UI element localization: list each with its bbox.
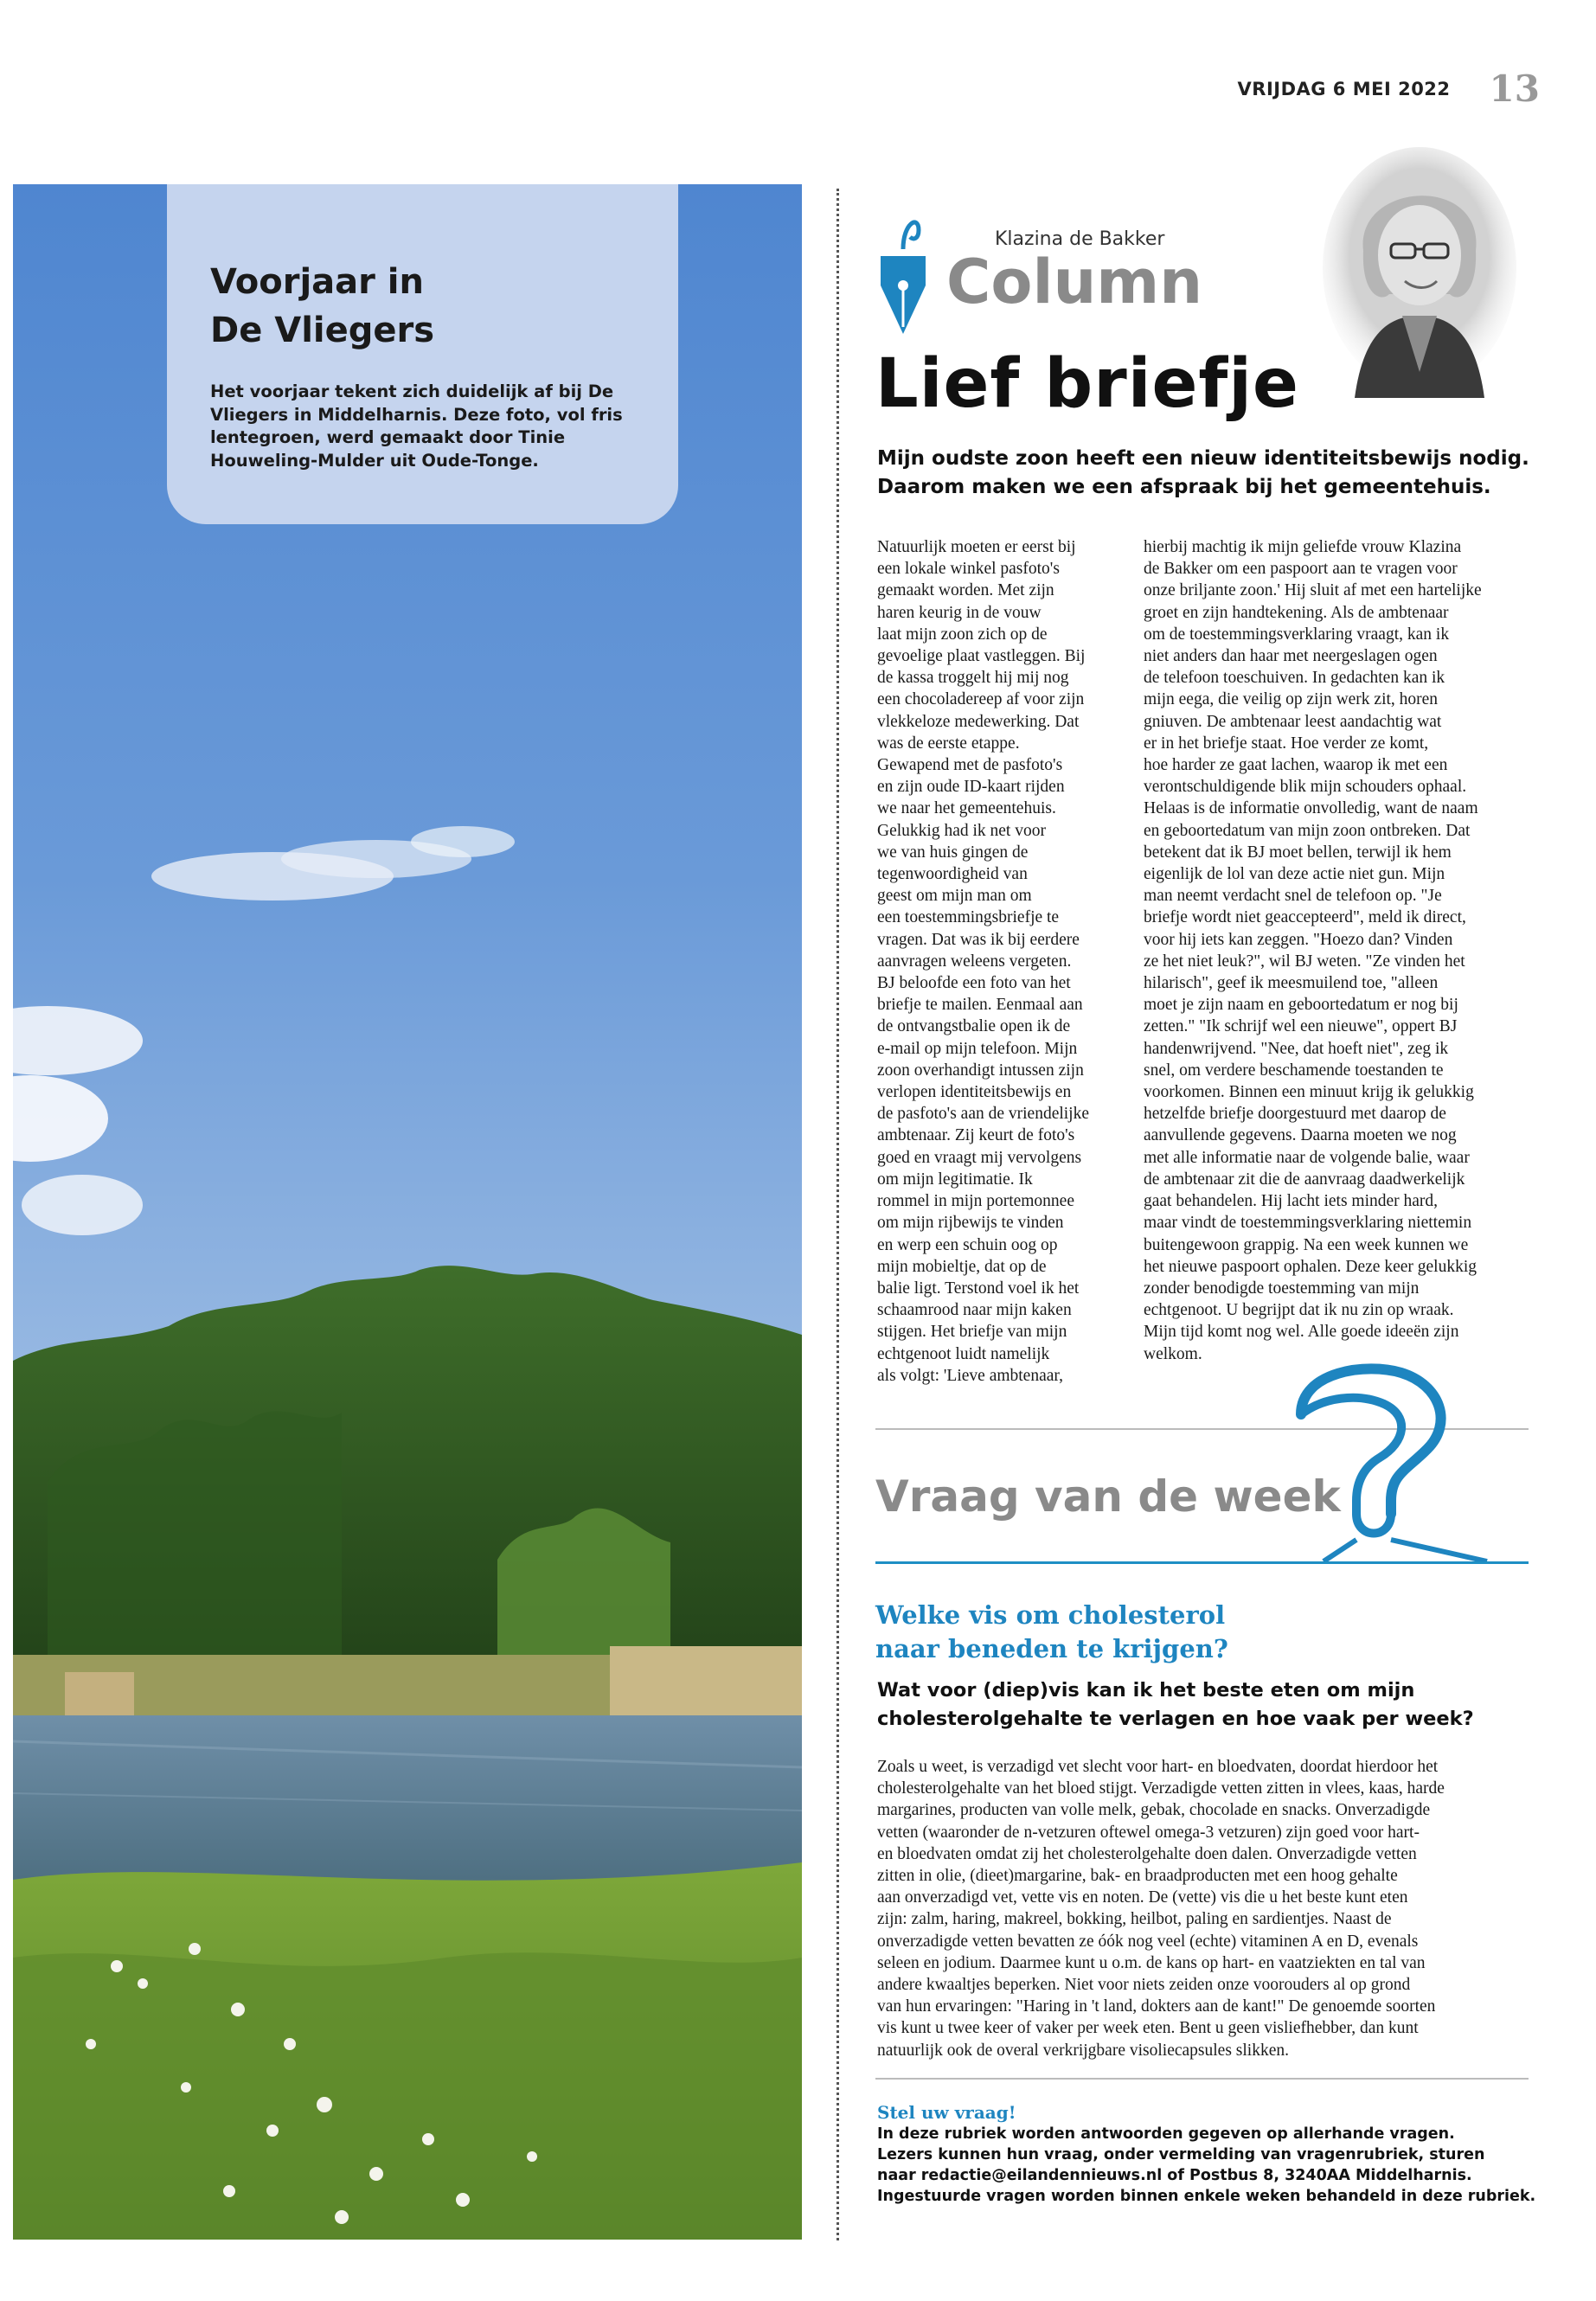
stel-uw-vraag-title: Stel uw vraag! <box>877 2102 1016 2123</box>
column-kicker: Column <box>946 247 1203 317</box>
photo-caption-box <box>167 184 678 524</box>
answer-body: Zoals u weet, is verzadigd vet slecht voor hart- en bloedvaten, doordat hierdoor het cholesterolgehalte van het bloed stijgt. Verzadigde vetten zitten in vlees, kaas, harde margarines, producten van volle melk, gebak, chocolade en snacks. Onverzadigde vetten (waaronder de n-vetzuren oftewel omega-3 vetzuren) zijn goed voor hart- en bloedvaten omdat zij het cholesterolgehalte doen dalen. Onverzadigde vetten zitten in olie, (dieet)margarine, bak- en braadproducten met een hoog gehalte aan onverzadigd vet, vette vis en noten. De (vette) vis die u het beste kunt eten zijn: zalm, haring, makreel, bokking, heilbot, paling en sardientjes. Naast de onverzadigde vetten bevatten ze óók nog veel (echte) vitaminen A en D, evenals seleen en jodium. Daarmee kunt u o.m. de kans op hart- en vaatziekten en tal van andere kwaaltjes beperken. Niet voor niets zeiden onze voorouders al op grond van hun ervaringen: "Haring in 't land, dokters aan de kant!" De genoemde soorten vis kunt u twee keer of vaker per week eten. Bent u geen visliefhebber, dan kunt natuurlijk ook de overal verkrijgbare visoliecapsules slikken. <box>877 1758 1445 2060</box>
vraag-rule-bottom <box>875 1561 1529 1564</box>
page-number: 13 <box>1489 67 1540 110</box>
author-portrait <box>1320 147 1519 398</box>
issue-date: VRIJDAG 6 MEI 2022 <box>1237 78 1451 99</box>
question-subtitle: Wat voor (diep)vis kan ik het beste eten om mijn cholesterolgehalte te verlagen en hoe vaak per week? <box>877 1679 1474 1730</box>
question-title: Welke vis om cholesterol naar beneden te krijgen? <box>875 1600 1228 1663</box>
page-header <box>1238 67 1540 110</box>
photo-caption-text: Het voorjaar tekent zich duidelijk af bij De Vliegers in Middelharnis. Deze foto, vol fris lentegroen, werd gemaakt door Tinie Houweling-Mulder uit Oude-Tonge. <box>210 381 623 471</box>
question-mark-icon <box>1289 1362 1488 1563</box>
column-author: Klazina de Bakker <box>995 228 1165 250</box>
column-body-col1: Natuurlijk moeten er eerst bij een lokale winkel pasfoto's gemaakt worden. Met zijn haren keurig in de vouw laat mijn zoon zich op de gevoelige plaat vastleggen. Bij de kassa troggelt hij mij nog een chocoladereep af voor zijn vlekkeloze medewerking. Dat was de eerste etappe. Gewapend met de pasfoto's en zijn oude ID-kaart rijden we naar het gemeentehuis. Gelukkig had ik net voor we van huis gingen de tegenwoordigheid van geest om mijn man om een toestemmingsbriefje te vragen. Dat was ik bij eerdere aanvragen weleens vergeten. BJ beloofde een foto van het briefje te mailen. Eenmaal aan de ontvangstbalie open ik de e-mail op mijn telefoon. Mijn zoon overhandigt intussen zijn verlopen identiteitsbewijs en de pasfoto's aan de vriendelijke ambtenaar. Zij keurt de foto's goed en vraagt mij vervolgens om mijn legitimatie. Ik rommel in mijn portemonnee om mijn rijbewijs te vinden en werp een schuin oog op mijn mobieltje, dat op de balie ligt. Terstond voel ik het schaamrood naar mijn kaken stijgen. Het briefje van mijn echtgenoot luidt namelijk als volgt: 'Lieve ambtenaar, <box>877 538 1090 1385</box>
column-body-col2: hierbij machtig ik mijn geliefde vrouw Klazina de Bakker om een paspoort aan te vragen voor onze briljante zoon.' Hij sluit af met een hartelijke groet en zijn handtekening. Als de ambtenaar om de toestemmingsverklaring vraagt, kan ik niet anders dan haar met neergeslagen ogen de telefoon toeschuiven. In gedachten kan ik mijn eega, die veilig op zijn werk zit, horen gniuven. De ambtenaar leest aandachtig wat er in het briefje staat. Hoe verder ze komt, hoe harder ze gaat lachen, waarop ik met een verontschuldigende blik mijn schouders ophaal. Helaas is de informatie onvolledig, want de naam en geboortedatum van mijn zoon ontbreken. Dat betekent dat ik BJ moet bellen, terwijl ik hem eigenlijk de lol van deze actie niet gun. Mijn man neemt verdacht snel de telefoon op. "Je briefje wordt niet geaccepteerd", meld ik direct, voor hij iets kan zeggen. "Hoezo dan? Vinden ze het niet leuk?", wil BJ weten. "Ze vinden het hilarisch", geef ik meesmuilend toe, "alleen moet je zijn naam en geboortedatum er nog bij zetten." "Ik schrijf wel een nieuwe", oppert BJ handenwrijvend. "Nee, dat hoeft niet", zeg ik snel, om verdere beschamende toestanden te voorkomen. Binnen een minuut krijg ik gelukkig hetzelfde briefje doorgestuurd met daarop de aanvullende gegevens. Daarna moeten we nog met alle informatie naar de volgende balie, waar de ambtenaar zit die de aanvraag daadwerkelijk gaat behandelen. Hij lacht iets minder hard, maar vindt de toestemmingsverklaring niettemin buitengewoon grappig. Na een week kunnen we het nieuwe paspoort ophalen. Deze keer gelukkig zonder benodigde toestemming van mijn echtgenoot. U begrijpt dat ik nu zin op wraak. Mijn tijd komt nog wel. Alle goede ideeën zijn welkom. <box>1144 538 1482 1363</box>
photo-caption-title: Voorjaar in De Vliegers <box>210 262 435 350</box>
vraag-heading: Vraag van de week <box>875 1471 1341 1522</box>
column-divider <box>836 189 839 2240</box>
fountain-pen-mouse-icon <box>875 206 931 336</box>
vraag-rule-end <box>875 2078 1529 2080</box>
stel-uw-vraag-text: In deze rubriek worden antwoorden gegeven op allerhande vragen. Lezers kunnen hun vraag, onder vermelding van vragenrubriek, sturen naar redactie@eilandennieuws.nl of Postbus 8, 3240AA Middelharnis. Ingestuurde vragen worden binnen enkele weken behandeld in deze rubriek. <box>877 2125 1536 2206</box>
column-intro: Mijn oudste zoon heeft een nieuw identiteitsbewijs nodig. Daarom maken we een afspraak bij het gemeentehuis. <box>877 447 1529 499</box>
column-title: Lief briefje <box>875 345 1299 423</box>
